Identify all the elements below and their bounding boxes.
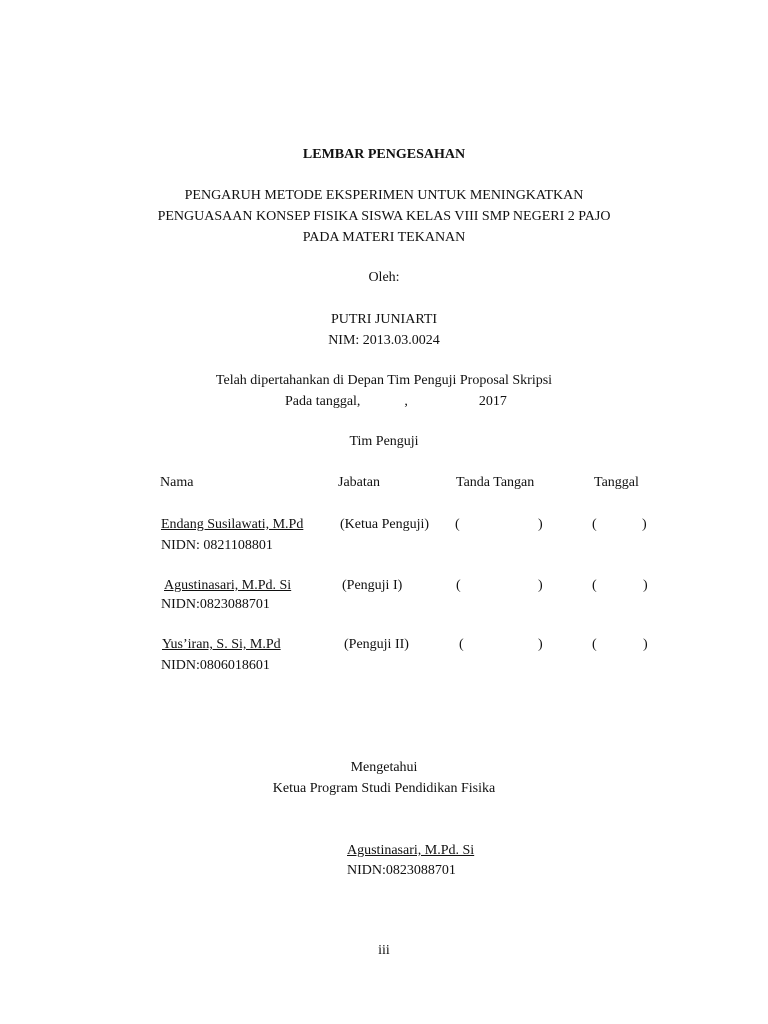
examiner-2-date-open: (	[592, 578, 597, 593]
by-label: Oleh:	[368, 270, 400, 285]
date-comma: ,	[404, 394, 408, 409]
header-name: Nama	[160, 475, 194, 490]
thesis-title-line-1: PENGARUH METODE EKSPERIMEN UNTUK MENINGKATKAN	[184, 188, 584, 203]
acknowledge-nidn: NIDN:0823088701	[347, 863, 456, 878]
page-number: iii	[378, 943, 390, 958]
date-year: 2017	[478, 394, 507, 409]
thesis-title-line-2: PENGUASAAN KONSEP FISIKA SISWA KELAS VIII SMP NEGERI 2 PAJO	[157, 209, 611, 224]
date-label: Pada tanggal,	[285, 394, 361, 409]
header-date: Tanggal	[594, 475, 639, 490]
page-heading: LEMBAR PENGESAHAN	[302, 147, 466, 162]
examiner-2-signature-open: (	[456, 578, 461, 593]
examiner-1-signature-close: )	[538, 517, 543, 532]
examiner-3-nidn: NIDN:0806018601	[161, 658, 270, 673]
examiner-1-date-close: )	[642, 517, 647, 532]
examiner-2-name: Agustinasari, M.Pd. Si	[164, 578, 292, 593]
examiner-3-signature-open: (	[459, 637, 464, 652]
examiner-1-name: Endang Susilawati, M.Pd	[161, 517, 304, 532]
committee-title: Tim Penguji	[349, 434, 419, 449]
header-position: Jabatan	[338, 475, 380, 490]
author-name: PUTRI JUNIARTI	[330, 312, 438, 327]
acknowledge-role: Ketua Program Studi Pendidikan Fisika	[272, 781, 496, 796]
thesis-title-line-3: PADA MATERI TEKANAN	[302, 230, 466, 245]
examiner-2-signature-close: )	[538, 578, 543, 593]
examiner-3-position: (Penguji II)	[344, 637, 409, 652]
examiner-3-date-close: )	[643, 637, 648, 652]
acknowledge-name: Agustinasari, M.Pd. Si	[347, 843, 475, 858]
acknowledge-label: Mengetahui	[350, 760, 418, 775]
examiner-2-position: (Penguji I)	[342, 578, 403, 593]
examiner-1-nidn: NIDN: 0821108801	[161, 538, 273, 553]
examiner-3-date-open: (	[592, 637, 597, 652]
examiner-2-date-close: )	[643, 578, 648, 593]
examiner-1-date-open: (	[592, 517, 597, 532]
date-line	[285, 392, 507, 412]
examiner-1-position: (Ketua Penguji)	[340, 517, 430, 532]
author-nim: NIM: 2013.03.0024	[328, 333, 440, 348]
header-signature: Tanda Tangan	[456, 475, 535, 490]
examiner-1-signature-open: (	[455, 517, 460, 532]
examiner-2-nidn: NIDN:0823088701	[161, 597, 270, 612]
examiner-3-signature-close: )	[538, 637, 543, 652]
defense-statement: Telah dipertahankan di Depan Tim Penguji Proposal Skripsi	[215, 373, 553, 388]
examiner-3-name: Yus’iran, S. Si, M.Pd	[162, 637, 281, 652]
